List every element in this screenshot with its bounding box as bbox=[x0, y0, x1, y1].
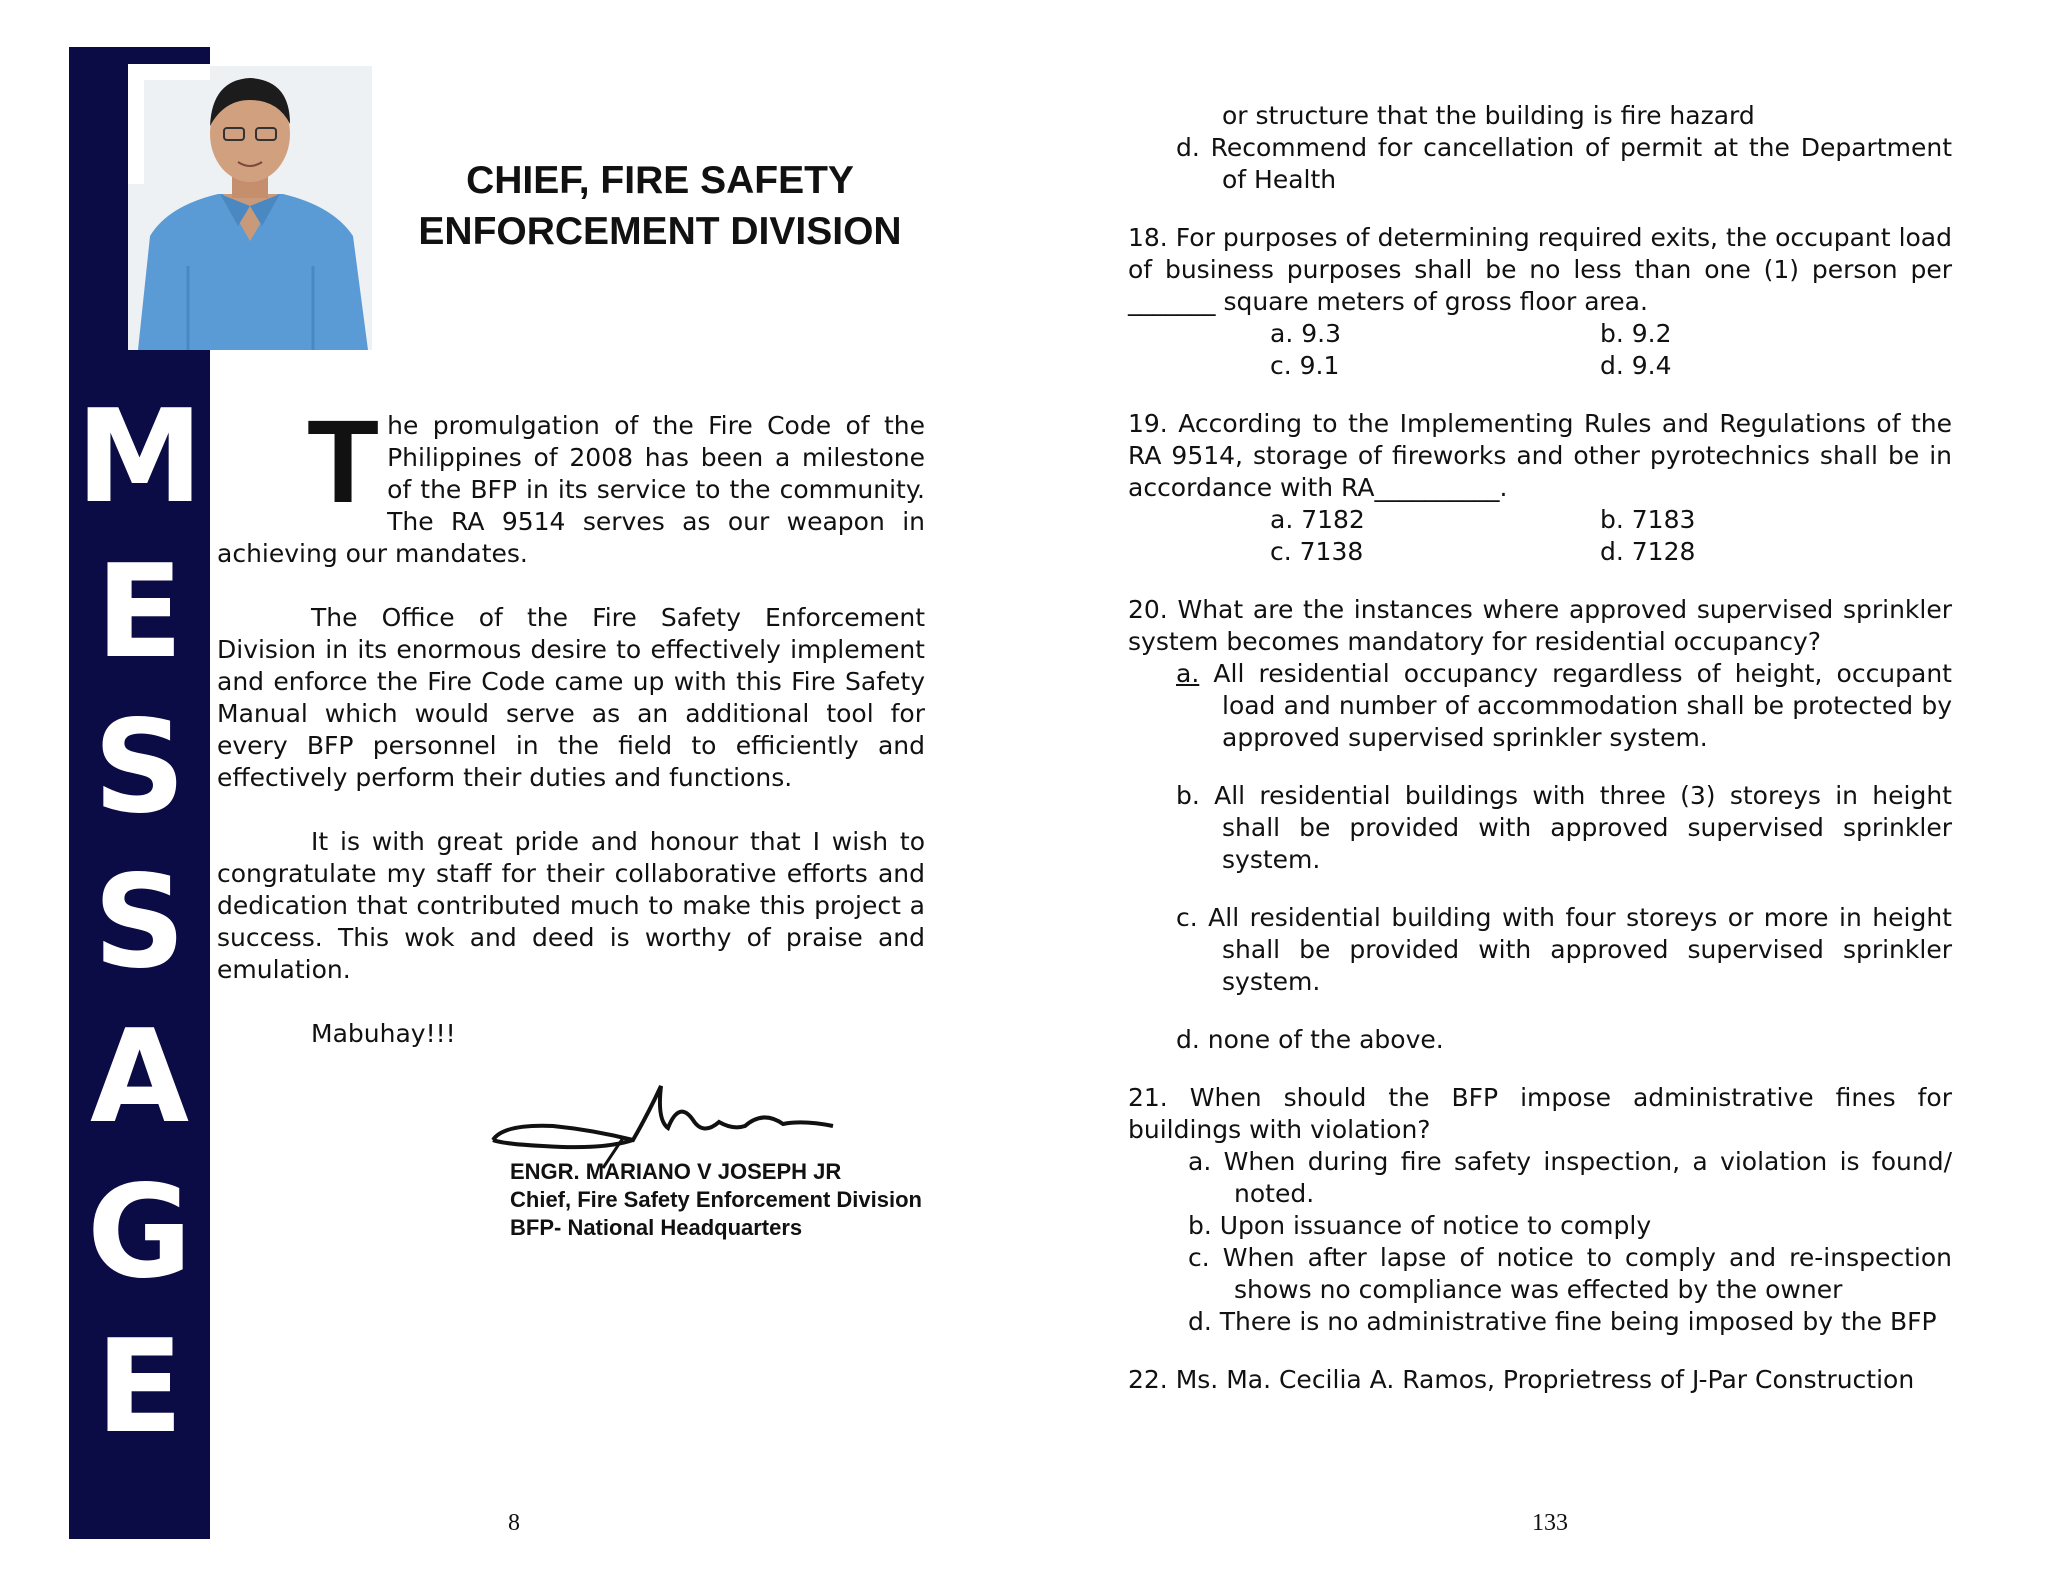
q17-option-d: d. Recommend for cancellation of permit at the Department of Health bbox=[1176, 133, 1952, 194]
q20-option-a-text: All residential occupancy regardless of height, occupant load and number of accommodation shall be protected by approved supervised sprinkler system. bbox=[1213, 659, 1952, 752]
q20-option-c: c. All residential building with four storeys or more in height shall be provided with approved supervised sprinkler system. bbox=[1176, 903, 1952, 996]
drop-cap: T bbox=[307, 396, 380, 528]
question-20: 20. What are the instances where approved supervised sprinkler system becomes mandatory for residential occupancy? bbox=[1128, 595, 1952, 656]
signatory-title: Chief, Fire Safety Enforcement Division bbox=[510, 1187, 922, 1212]
page-title bbox=[380, 155, 940, 257]
message-vertical-title bbox=[69, 380, 210, 1465]
signatory-office: BFP- National Headquarters bbox=[510, 1215, 803, 1240]
q18-option-c: c. 9.1 bbox=[1270, 351, 1340, 380]
signatory-name: ENGR. MARIANO V JOSEPH JR bbox=[510, 1159, 842, 1184]
sidebar-bracket-side bbox=[128, 64, 144, 184]
q21-option-b: b. Upon issuance of notice to comply bbox=[1188, 1211, 1652, 1240]
signature-scribble bbox=[483, 1080, 883, 1170]
page-number-right: 133 bbox=[1532, 1510, 1568, 1536]
q19-option-c: c. 7138 bbox=[1270, 537, 1364, 566]
q19-option-b: b. 7183 bbox=[1600, 505, 1696, 534]
question-22: 22. Ms. Ma. Cecilia A. Ramos, Proprietress of J-Par Construction bbox=[1128, 1365, 1915, 1394]
title-line-1: CHIEF, FIRE SAFETY bbox=[466, 159, 854, 202]
q21-option-d: d. There is no administrative fine being imposed by the BFP bbox=[1188, 1307, 1937, 1336]
paragraph-1-text: he promulgation of the Fire Code of the Philippines of 2008 has been a milestone of the BFP in its service to the community. The RA 9514 serves as our weapon in achieving our mandates. bbox=[217, 411, 925, 568]
q20-option-a bbox=[1128, 658, 1952, 754]
q19-options-row-2 bbox=[1128, 536, 1952, 568]
q18-option-d: d. 9.4 bbox=[1600, 351, 1672, 380]
q19-options-row-1 bbox=[1128, 504, 1952, 536]
sidebar-letter: M bbox=[75, 383, 204, 532]
q21-option-a: a. When during fire safety inspection, a violation is found/ noted. bbox=[1188, 1147, 1952, 1208]
q18-option-b: b. 9.2 bbox=[1600, 319, 1672, 348]
closing-line: Mabuhay!!! bbox=[311, 1019, 456, 1048]
q20-option-a-label: a. bbox=[1176, 659, 1200, 688]
paragraph-2: The Office of the Fire Safety Enforcement Division in its enormous desire to effectively implement and enforce the Fire Code came up with this Fire Safety Manual which would serve as an additional tool for every BFP personnel in the field to efficiently and effectively perform their duties and functions. bbox=[217, 603, 925, 792]
q20-option-b: b. All residential buildings with three (3) storeys in height shall be provided with approved supervised sprinkler system. bbox=[1176, 781, 1952, 874]
q19-option-a: a. 7182 bbox=[1270, 505, 1365, 534]
question-21: 21. When should the BFP impose administrative fines for buildings with violation? bbox=[1128, 1083, 1952, 1144]
page-number-left: 8 bbox=[508, 1510, 520, 1536]
sidebar-letter: S bbox=[93, 693, 186, 842]
q18-options-row-2 bbox=[1128, 350, 1952, 382]
q19-option-d: d. 7128 bbox=[1600, 537, 1696, 566]
paragraph-3: It is with great pride and honour that I wish to congratulate my staff for their collaborative efforts and dedication that contributed much to make this project a success. This wok and deed is worthy of praise and emulation. bbox=[217, 827, 925, 984]
q21-option-c: c. When after lapse of notice to comply and re-inspection shows no compliance was effected by the owner bbox=[1188, 1243, 1952, 1304]
q18-option-a: a. 9.3 bbox=[1270, 319, 1341, 348]
title-line-2: ENFORCEMENT DIVISION bbox=[418, 210, 902, 253]
quiz-page bbox=[1128, 100, 1952, 1396]
sidebar-letter: A bbox=[89, 1003, 190, 1152]
sidebar-letter: S bbox=[93, 848, 186, 997]
q17-continuation: or structure that the building is fire hazard bbox=[1222, 101, 1755, 130]
paragraph-1 bbox=[217, 396, 925, 570]
question-19: 19. According to the Implementing Rules and Regulations of the RA 9514, storage of fireworks and other pyrotechnics shall be in accordance with RA__________. bbox=[1128, 409, 1952, 502]
sidebar-letter: E bbox=[95, 538, 184, 687]
signature-block bbox=[510, 1158, 922, 1242]
q20-option-d: d. none of the above. bbox=[1176, 1025, 1444, 1054]
message-body bbox=[217, 396, 925, 1082]
sidebar-letter: G bbox=[86, 1158, 193, 1307]
chief-portrait-photo bbox=[128, 66, 372, 350]
q18-options-row-1 bbox=[1128, 318, 1952, 350]
sidebar-letter: E bbox=[95, 1313, 184, 1462]
question-18: 18. For purposes of determining required exits, the occupant load of business purposes shall be no less than one (1) person per _______ square meters of gross floor area. bbox=[1128, 223, 1952, 316]
